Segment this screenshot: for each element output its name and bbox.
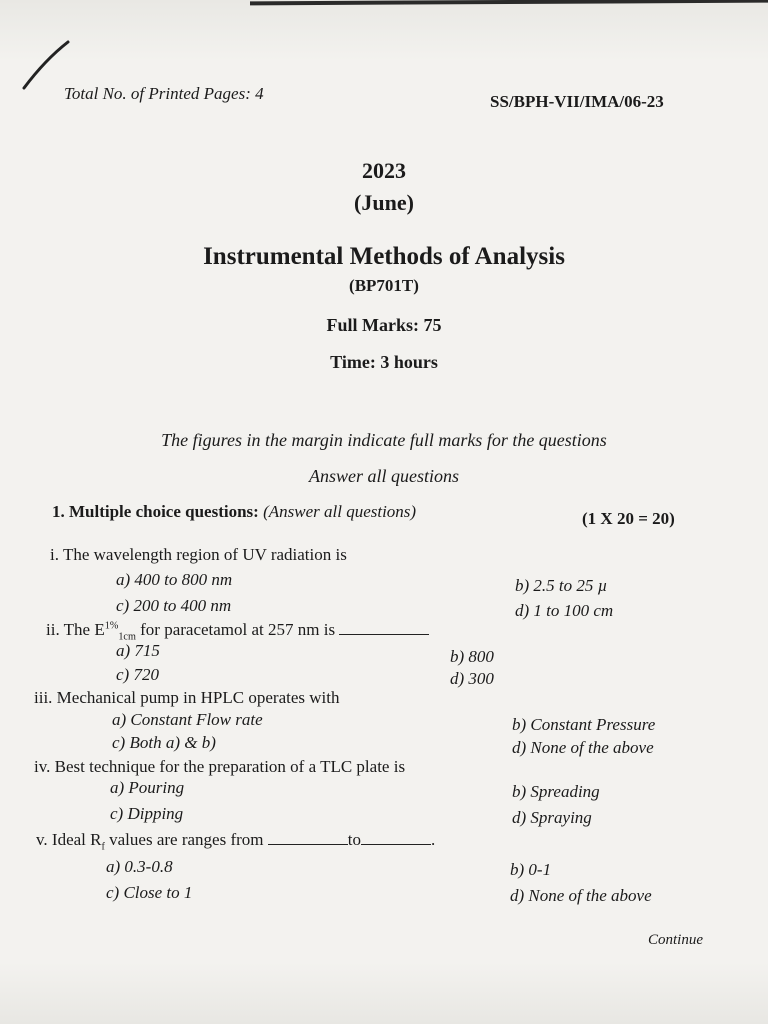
section-marks: (1 X 20 = 20)	[582, 509, 675, 528]
exam-time: Time: 3 hours	[330, 352, 438, 372]
question-5	[36, 830, 435, 852]
exam-year: 2023	[362, 158, 406, 183]
printed-pages-note: Total No. of Printed Pages: 4	[64, 84, 264, 103]
question-subscript: f	[101, 841, 105, 853]
option-b: b) 2.5 to 25 µ	[515, 576, 608, 595]
full-marks: Full Marks: 75	[326, 315, 442, 335]
option-b: b) 0-1	[510, 860, 552, 879]
question-number: iii.	[34, 688, 53, 707]
option-b: b) Spreading	[512, 782, 600, 801]
question-text-pre: The E	[63, 620, 105, 639]
option-c: c) 200 to 400 nm	[116, 596, 232, 615]
option-c: c) 720	[116, 665, 159, 684]
option-a: a) Pouring	[110, 778, 185, 797]
option-d: d) 1 to 100 cm	[515, 601, 614, 620]
answer-blank-2	[361, 844, 431, 845]
option-a: a) Constant Flow rate	[112, 710, 263, 729]
option-d: d) Spraying	[512, 808, 592, 827]
instruction-answer-all: Answer all questions	[308, 466, 459, 486]
instruction-margin-marks: The figures in the margin indicate full marks for the questions	[161, 430, 607, 450]
question-text: The wavelength region of UV radiation is	[62, 545, 347, 564]
question-4	[34, 757, 405, 777]
question-text-pre: Ideal R	[51, 830, 102, 849]
paper-code: SS/BPH-VII/IMA/06-23	[490, 92, 664, 111]
option-a: a) 0.3-0.8	[106, 857, 173, 876]
option-b: b) 800	[450, 647, 494, 666]
question-number: i.	[50, 545, 59, 564]
continue-note: Continue	[648, 932, 703, 948]
subject-title: Instrumental Methods of Analysis	[203, 243, 565, 270]
section-title: 1. Multiple choice questions:	[52, 502, 259, 521]
question-number: iv.	[34, 757, 51, 776]
question-3	[34, 688, 339, 708]
option-a: a) 715	[116, 641, 160, 660]
option-d: d) 300	[450, 669, 494, 688]
option-b: b) Constant Pressure	[512, 715, 656, 734]
section-heading	[52, 502, 416, 522]
section-subtitle: (Answer all questions)	[263, 502, 417, 521]
question-text-post: for paracetamol at 257 nm is	[140, 620, 336, 639]
question-1	[50, 545, 347, 565]
option-a: a) 400 to 800 nm	[116, 570, 233, 589]
option-d: d) None of the above	[510, 886, 652, 905]
question-text: Mechanical pump in HPLC operates with	[56, 688, 340, 707]
question-superscript: 1%	[104, 620, 119, 632]
question-subscript: 1cm	[118, 631, 136, 643]
question-number: ii.	[46, 620, 60, 639]
answer-blank-1	[268, 844, 348, 845]
question-text: Best technique for the preparation of a TLC plate is	[54, 757, 406, 776]
exam-session: (June)	[354, 190, 414, 215]
option-c: c) Both a) & b)	[112, 733, 216, 752]
question-2	[46, 620, 429, 642]
question-number: v.	[36, 830, 48, 849]
answer-blank	[339, 634, 429, 635]
question-text-end: .	[430, 830, 436, 849]
question-text-to: to	[347, 830, 361, 849]
option-c: c) Dipping	[110, 804, 184, 823]
option-c: c) Close to 1	[106, 883, 193, 902]
option-d: d) None of the above	[512, 738, 654, 757]
course-code: (BP701T)	[349, 276, 419, 295]
question-text-mid: values are ranges from	[109, 830, 264, 849]
